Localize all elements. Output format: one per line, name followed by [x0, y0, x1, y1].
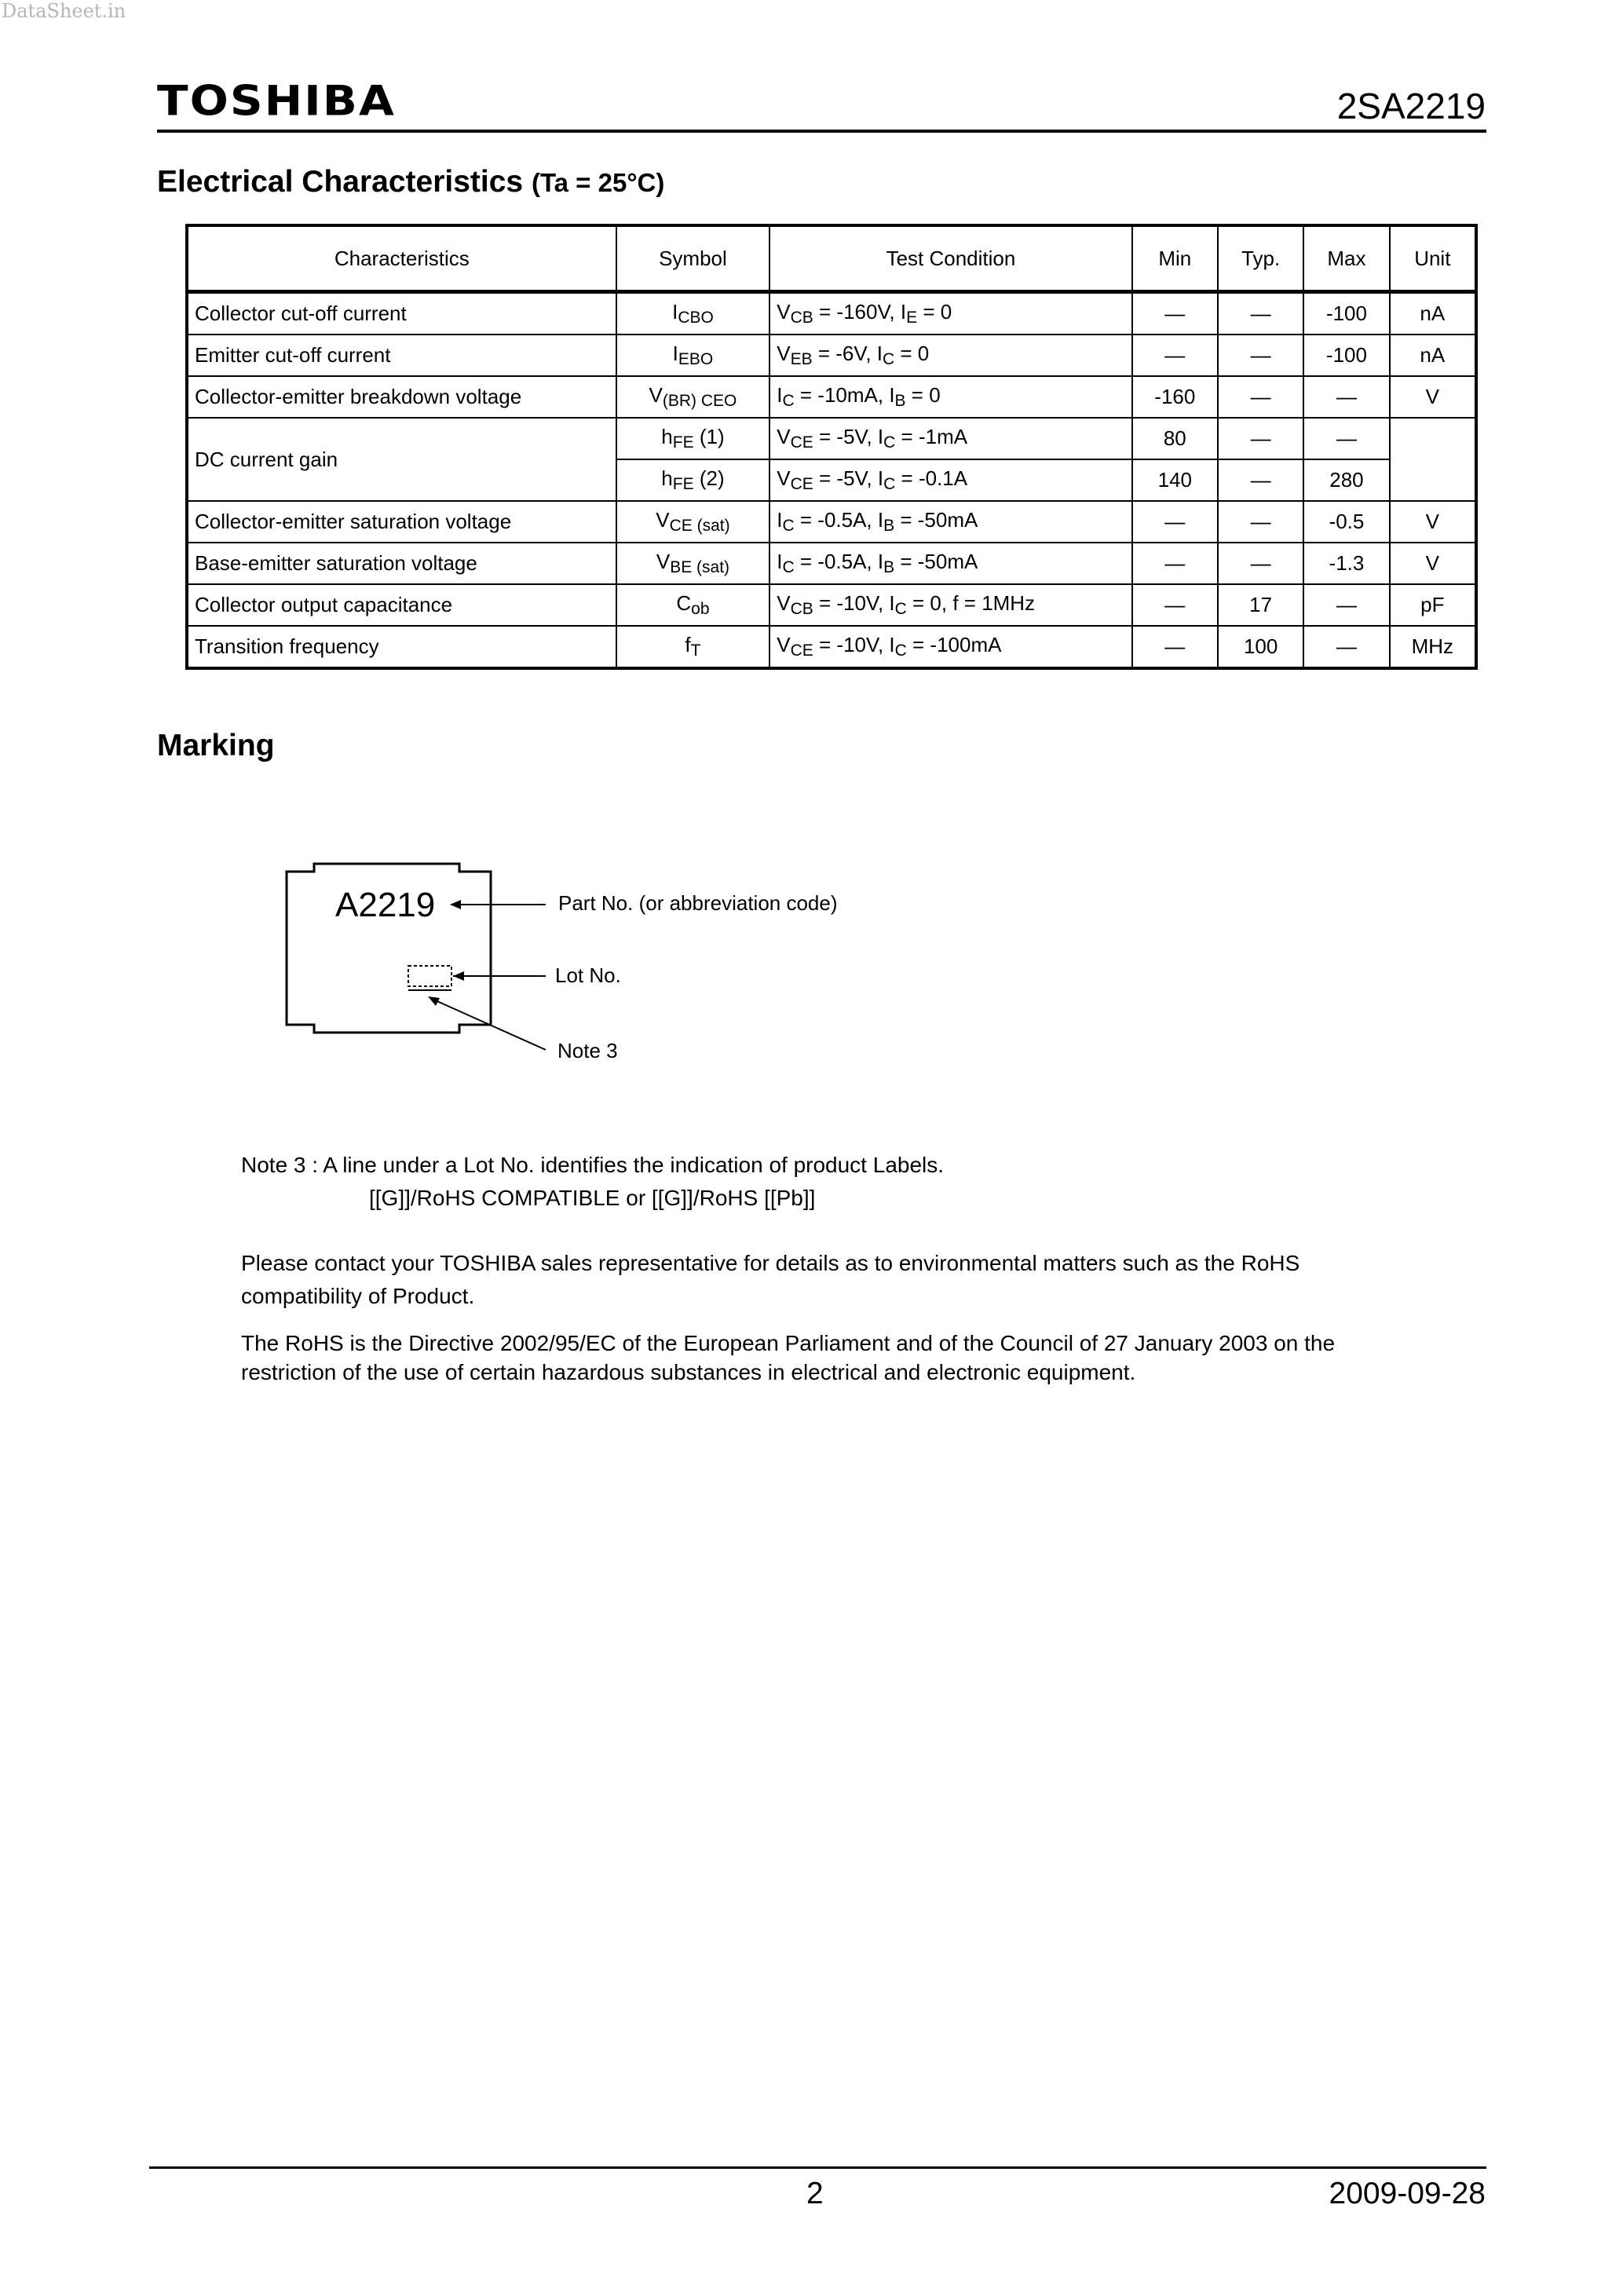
cell-max: -0.5 [1303, 501, 1389, 543]
table-row [187, 584, 1476, 626]
column-header: Characteristics [187, 225, 616, 292]
column-header: Test Condition [769, 225, 1131, 292]
header-part-number: 2SA2219 [1336, 86, 1486, 126]
cell-test-condition: $V_{CB} = -160V$, $I_E = 0$ [769, 292, 1131, 335]
column-header: Min [1132, 225, 1218, 292]
cell-typ: — [1218, 335, 1303, 376]
cell-min: — [1132, 543, 1218, 584]
cell-test-condition: $V_{CE} = -5V$, $I_C = -1mA$ [769, 418, 1131, 459]
cell-typ: — [1218, 501, 1303, 543]
cell-characteristic: Collector cut-off current [187, 292, 616, 335]
cell-typ: — [1218, 459, 1303, 501]
cell-max: 280 [1303, 459, 1389, 501]
table-row [187, 376, 1476, 418]
cell-min: -160 [1132, 376, 1218, 418]
cell-min: — [1132, 626, 1218, 668]
marking-diagram [279, 856, 985, 1076]
table-header-row [187, 225, 1476, 292]
cell-characteristic: Collector output capacitance [187, 584, 616, 626]
cell-symbol: $h_{FE}$ (1) [616, 418, 770, 459]
cell-max: — [1303, 376, 1389, 418]
electrical-characteristics-table [185, 224, 1478, 670]
cell-min: 80 [1132, 418, 1218, 459]
cell-test-condition: $I_C = -10mA$, $I_B = 0$ [769, 376, 1131, 418]
cell-characteristic: Collector-emitter breakdown voltage [187, 376, 616, 418]
column-header: Unit [1390, 225, 1476, 292]
cell-typ: — [1218, 543, 1303, 584]
cell-unit: MHz [1390, 626, 1476, 668]
cell-max: — [1303, 626, 1389, 668]
note3-label: Note 3 [557, 1039, 618, 1062]
cell-characteristic: Emitter cut-off current [187, 335, 616, 376]
cell-test-condition: $I_C = -0.5A$, $I_B = -50mA$ [769, 501, 1131, 543]
cell-unit: nA [1390, 335, 1476, 376]
cell-typ: 100 [1218, 626, 1303, 668]
part-number-label: Part No. (or abbreviation code) [558, 891, 838, 915]
cell-symbol: $I_{EBO}$ [616, 335, 770, 376]
watermark: DataSheet.in [2, 0, 126, 22]
cell-characteristic: Collector-emitter saturation voltage [187, 501, 616, 543]
cell-characteristic: Base-emitter saturation voltage [187, 543, 616, 584]
cell-min: 140 [1132, 459, 1218, 501]
cell-unit [1390, 418, 1476, 501]
cell-characteristic: Transition frequency [187, 626, 616, 668]
column-header: Typ. [1218, 225, 1303, 292]
cell-typ: 17 [1218, 584, 1303, 626]
note3-text: Note 3 : A line under a Lot No. identifies the indication of product Labels. [241, 1153, 945, 1177]
cell-test-condition: $V_{CB} = -10V$, $I_C = 0$, f = 1MHz [769, 584, 1131, 626]
cell-symbol: $I_{CBO}$ [616, 292, 770, 335]
table-row [187, 501, 1476, 543]
lot-number-label: Lot No. [555, 963, 621, 987]
table-row [187, 292, 1476, 335]
lot-arrowhead [453, 971, 464, 981]
contact-paragraph-line2: compatibility of Product. [241, 1284, 475, 1308]
cell-test-condition: $V_{CE} = -5V$, $I_C = -0.1A$ [769, 459, 1131, 501]
cell-test-condition: $V_{CE} = -10V$, $I_C = -100mA$ [769, 626, 1131, 668]
electrical-title [157, 165, 664, 199]
cell-typ: — [1218, 376, 1303, 418]
footer-rule [149, 2166, 1486, 2169]
cell-symbol: $C_{ob}$ [616, 584, 770, 626]
cell-symbol: $V_{(BR) CEO}$ [616, 376, 770, 418]
column-header: Symbol [616, 225, 770, 292]
electrical-title-text: Electrical Characteristics [157, 165, 524, 199]
cell-test-condition: $I_C = -0.5A$, $I_B = -50mA$ [769, 543, 1131, 584]
cell-min: — [1132, 584, 1218, 626]
cell-max: — [1303, 418, 1389, 459]
table-row [187, 335, 1476, 376]
cell-symbol: $V_{BE (sat)}$ [616, 543, 770, 584]
cell-test-condition: $V_{EB} = -6V$, $I_C = 0$ [769, 335, 1131, 376]
cell-max: — [1303, 584, 1389, 626]
page-number: 2 [806, 2177, 824, 2210]
cell-min: — [1132, 501, 1218, 543]
cell-unit: V [1390, 501, 1476, 543]
note-arrowhead [428, 996, 440, 1006]
column-header: Max [1303, 225, 1389, 292]
table-row [187, 626, 1476, 668]
cell-symbol: $f_T$ [616, 626, 770, 668]
cell-characteristic: DC current gain [187, 418, 616, 501]
cell-unit: V [1390, 543, 1476, 584]
footer-date: 2009-09-28 [1329, 2177, 1486, 2210]
cell-min: — [1132, 292, 1218, 335]
note3-labels: [[G]]/RoHS COMPATIBLE or [[G]]/RoHS [[Pb]] [369, 1186, 816, 1210]
device-marking-text: A2219 [335, 886, 436, 924]
cell-symbol: $V_{CE (sat)}$ [616, 501, 770, 543]
part-arrowhead [450, 900, 461, 909]
brand-logo: TOSHIBA [157, 77, 396, 126]
cell-unit: pF [1390, 584, 1476, 626]
cell-max: -100 [1303, 292, 1389, 335]
electrical-condition: (Ta = 25°C) [531, 168, 665, 197]
cell-max: -100 [1303, 335, 1389, 376]
lot-number-box [408, 966, 451, 986]
rohs-paragraph-line1: The RoHS is the Directive 2002/95/EC of the European Parliament and of the Council of 27 January 2003 on the [241, 1331, 1336, 1355]
contact-paragraph-line1: Please contact your TOSHIBA sales representative for details as to environmental matters such as the RoHS [241, 1251, 1300, 1275]
note-leader-line [432, 999, 546, 1050]
table-row [187, 543, 1476, 584]
cell-typ: — [1218, 292, 1303, 335]
cell-min: — [1132, 335, 1218, 376]
cell-typ: — [1218, 418, 1303, 459]
cell-unit: V [1390, 376, 1476, 418]
cell-unit: nA [1390, 292, 1476, 335]
header-rule [157, 130, 1486, 133]
table-row [187, 418, 1476, 459]
marking-title: Marking [157, 729, 275, 762]
rohs-paragraph-line2: restriction of the use of certain hazardous substances in electrical and electronic equipment. [241, 1360, 1136, 1384]
cell-symbol: $h_{FE}$ (2) [616, 459, 770, 501]
cell-max: -1.3 [1303, 543, 1389, 584]
